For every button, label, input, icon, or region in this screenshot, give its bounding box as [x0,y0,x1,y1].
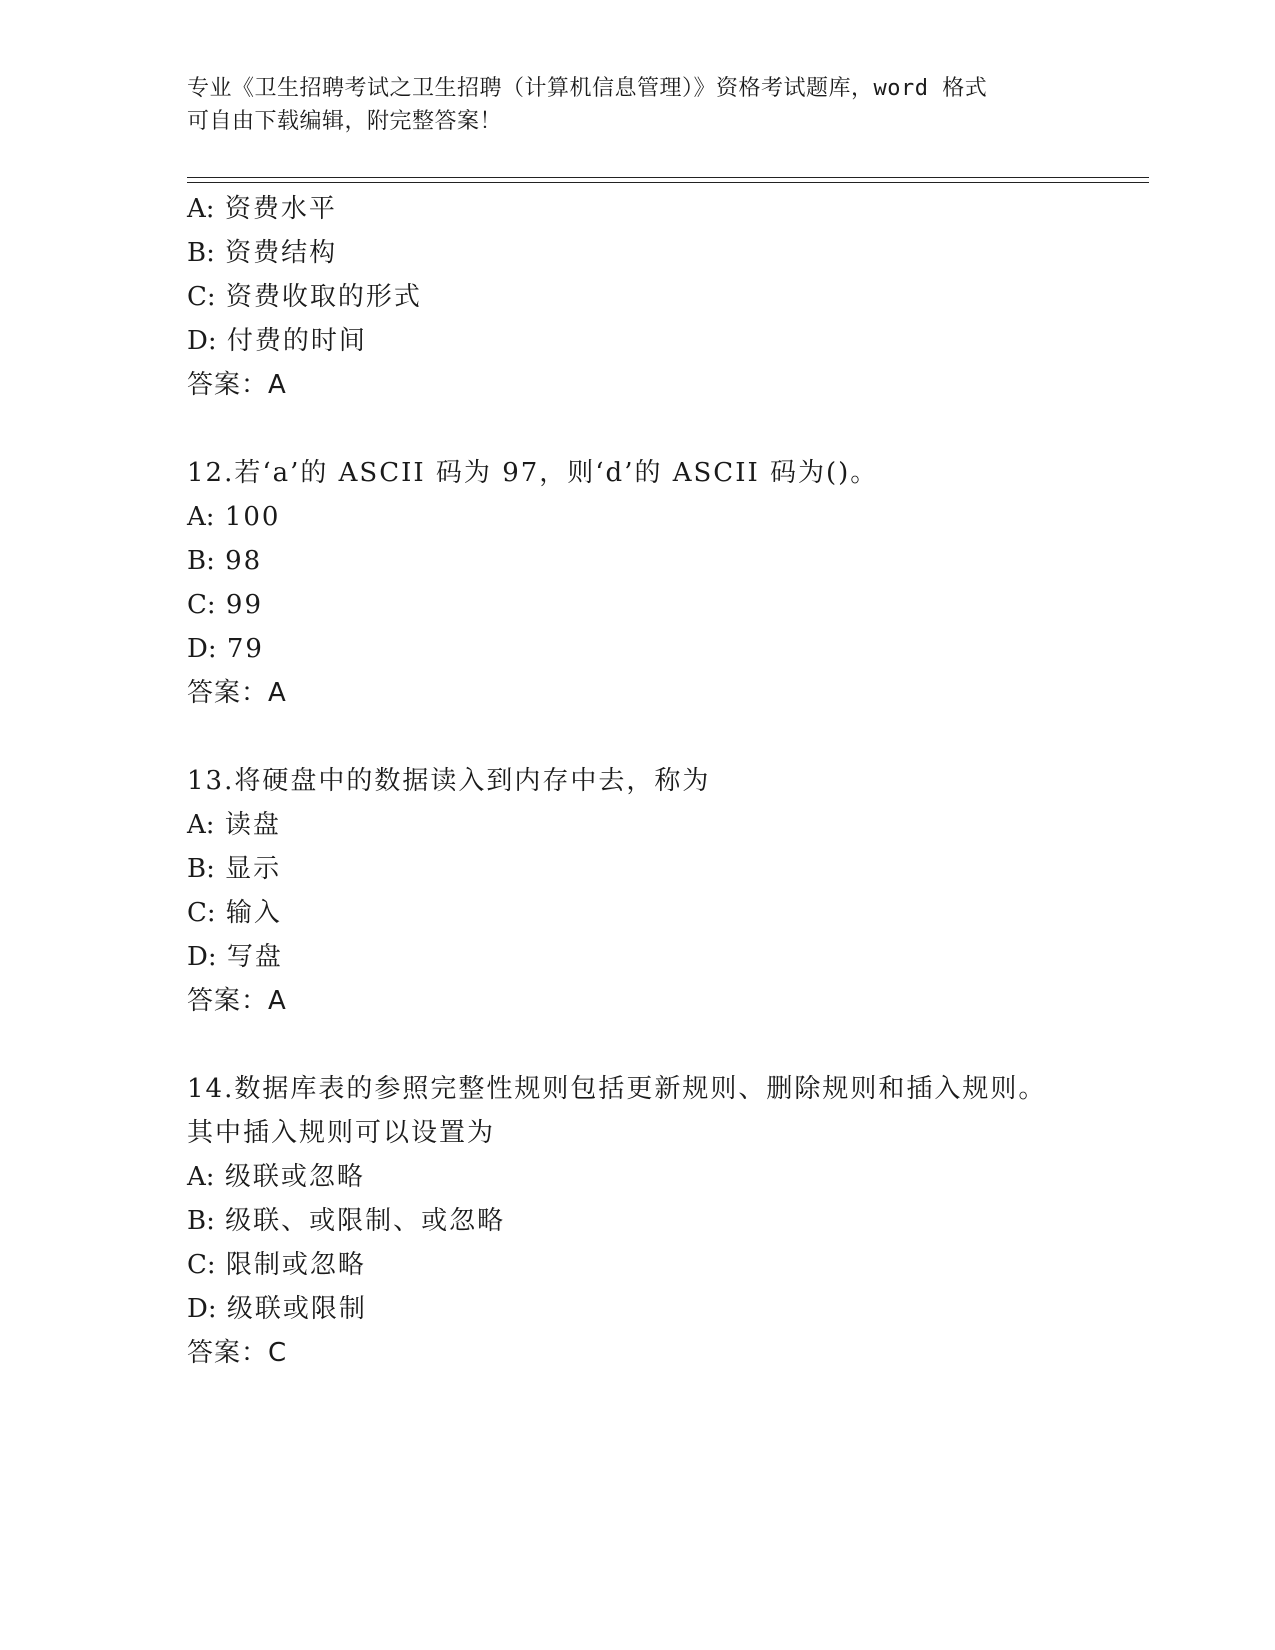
q12-option-c [187,587,263,623]
option-text: 读盘 [224,810,281,840]
q13-option-d [187,939,283,975]
option-label: B: [187,238,215,268]
option-label: A: [187,502,215,532]
q11-option-c [187,279,422,315]
q11-option-b [187,235,337,271]
header-divider-top [187,177,1149,178]
header-line-2: 可自由下载编辑，附完整答案！ [187,109,503,134]
q12-option-a [187,499,280,535]
q11-option-a [187,191,337,227]
option-text: 99 [225,590,264,620]
option-label: A: [187,1162,215,1192]
option-text: 级联或限制 [226,1294,367,1324]
option-label: A: [187,810,215,840]
option-text: 资费水平 [224,194,337,224]
header-line-1: 专业《卫生招聘考试之卫生招聘（计算机信息管理）》资格考试题库，word 格式 [187,76,988,101]
option-label: B: [187,546,215,576]
q13-question: 13.将硬盘中的数据读入到内存中去，称为 [187,766,711,796]
option-text: 写盘 [226,942,283,972]
option-text: 资费结构 [225,238,338,268]
option-label: C: [187,282,216,312]
q14-option-c [187,1247,366,1283]
option-label: D: [187,634,217,664]
option-label: C: [187,898,216,928]
q11-answer: 答案：A [187,370,287,400]
option-label: D: [187,326,217,356]
option-text: 级联或忽略 [224,1162,365,1192]
option-text: 输入 [225,898,282,928]
option-text: 级联、或限制、或忽略 [225,1206,506,1236]
q14-option-b [187,1203,505,1239]
q14-question-line-1: 14.数据库表的参照完整性规则包括更新规则、删除规则和插入规则。 [187,1074,1047,1104]
q13-option-c [187,895,282,931]
option-label: D: [187,942,217,972]
option-label: B: [187,854,215,884]
q14-option-d [187,1291,367,1327]
q14-question-line-2: 其中插入规则可以设置为 [187,1118,496,1148]
option-text: 资费收取的形式 [225,282,422,312]
q13-option-a [187,807,281,843]
q13-answer: 答案：A [187,986,287,1016]
header-divider-bottom [187,182,1149,183]
q12-option-d [187,631,264,667]
option-text: 限制或忽略 [225,1250,366,1280]
option-text: 79 [226,634,264,664]
option-label: A: [187,194,215,224]
option-text: 显示 [225,854,282,884]
option-text: 100 [224,502,281,532]
document-header [187,72,1067,138]
q13-option-b [187,851,281,887]
option-text: 付费的时间 [226,326,367,356]
option-label: B: [187,1206,215,1236]
q14-option-a [187,1159,365,1195]
q12-question: 12.若‘a’的 ASCII 码为 97，则‘d’的 ASCII 码为()。 [187,458,879,488]
q12-option-b [187,543,262,579]
option-label: C: [187,590,216,620]
option-label: D: [187,1294,217,1324]
q12-answer: 答案：A [187,678,287,708]
option-label: C: [187,1250,216,1280]
option-text: 98 [225,546,263,576]
q14-answer: 答案：C [187,1338,288,1368]
q11-option-d [187,323,367,359]
